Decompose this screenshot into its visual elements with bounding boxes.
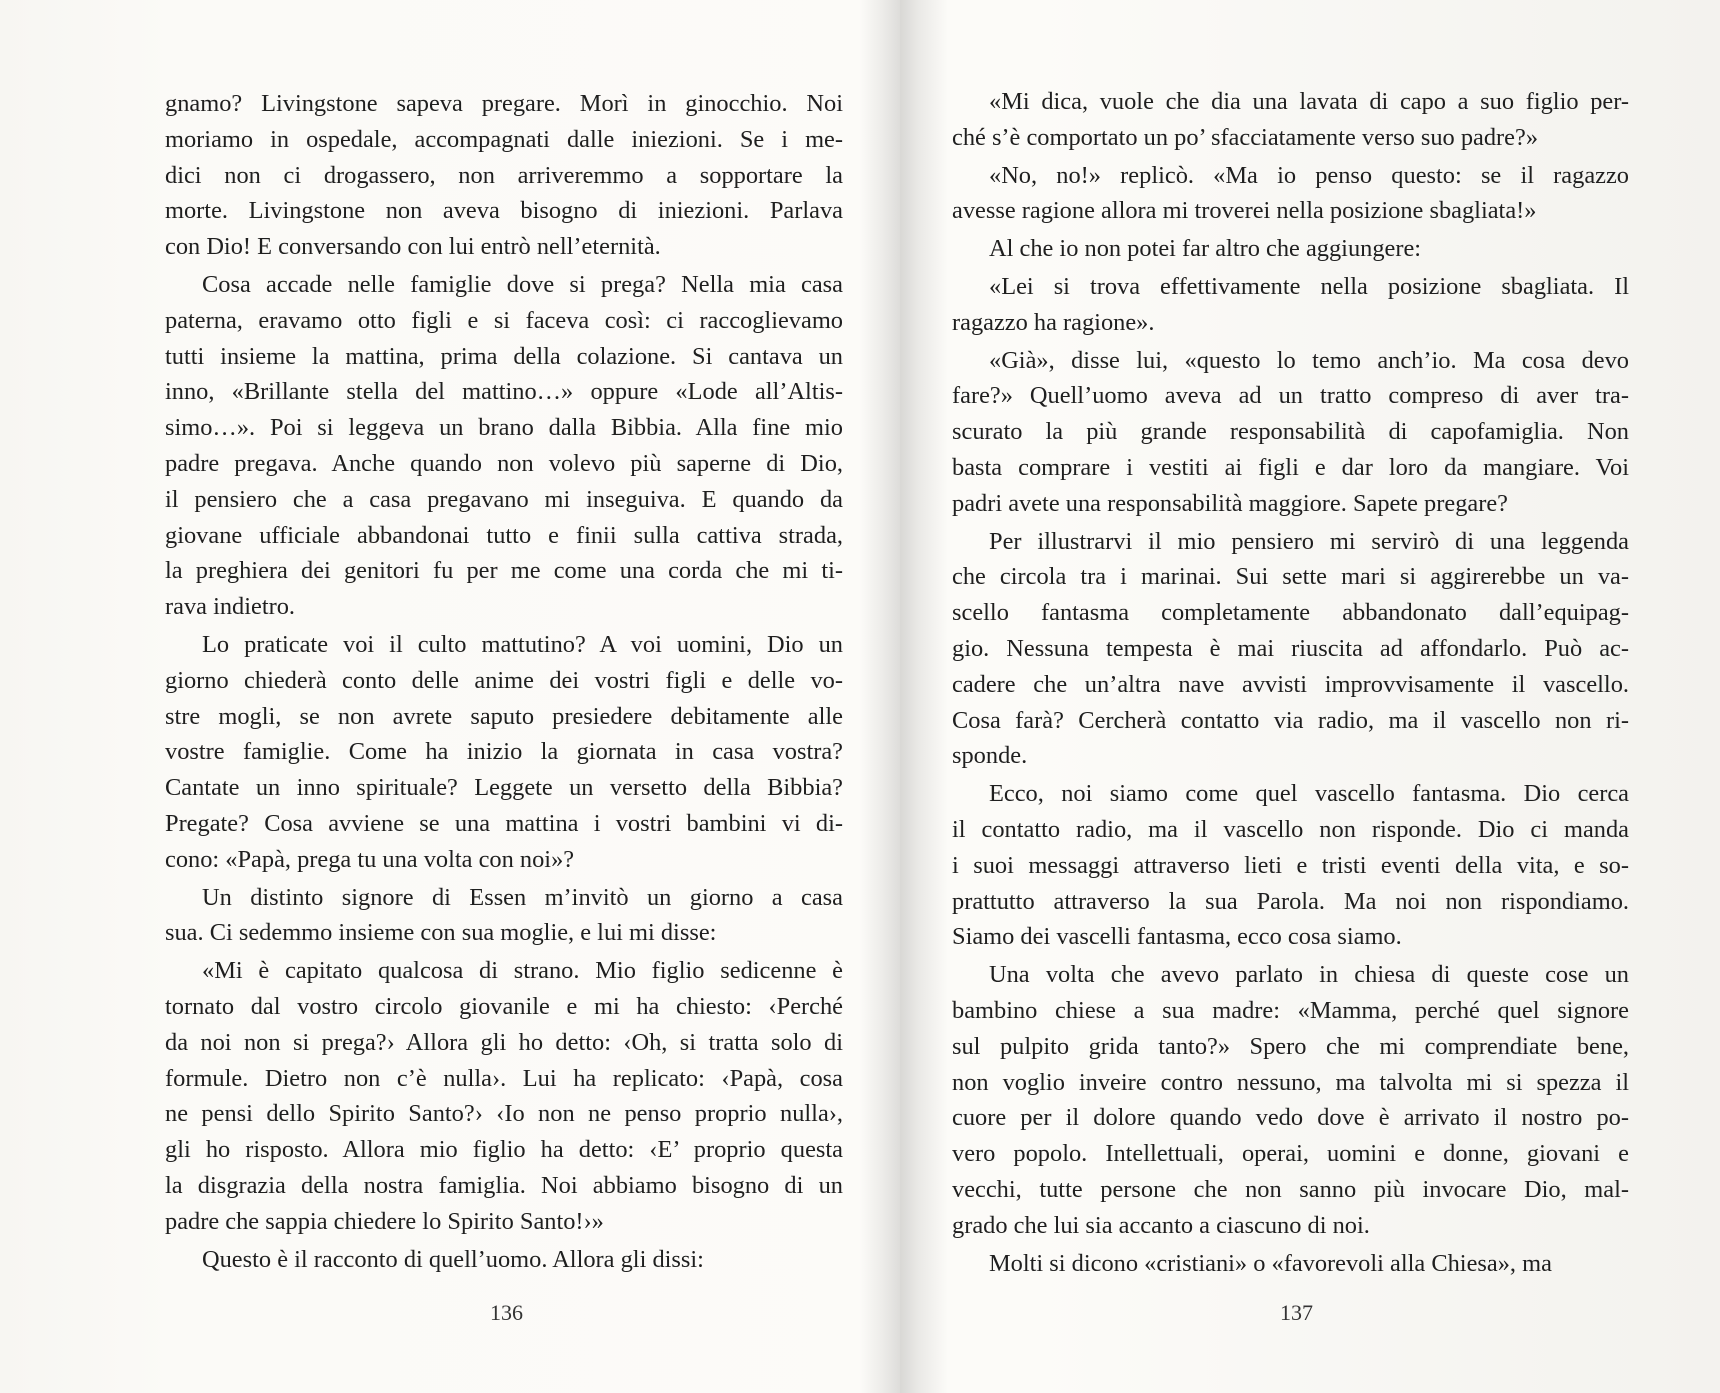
text-line: fare?» Quell’uomo aveva ad un tratto compreso di aver tra-: [952, 382, 1629, 410]
text-line: scello fantasma completamente abbandonato dall’equipag-: [952, 599, 1629, 627]
paragraph: [165, 267, 843, 625]
text-line: gio. Nessuna tempesta è mai riuscita ad affondarlo. Può ac-: [952, 634, 1629, 662]
text-line: padri avete una responsabilità maggiore. Sapete pregare?: [952, 489, 1508, 517]
text-line: padre che sappia chiedere lo Spirito Santo!›»: [165, 1207, 604, 1235]
paragraph: [952, 776, 1629, 955]
text-line: Lo praticate voi il culto mattutino? A voi uomini, Dio un: [202, 630, 843, 658]
text-line: che circola tra i marinai. Sui sette mari si aggirerebbe un va-: [952, 563, 1629, 591]
text-line: la preghiera dei genitori fu per me come una corda che mi ti-: [165, 557, 843, 585]
text-line: Cantate un inno spirituale? Leggete un versetto della Bibbia?: [165, 774, 843, 802]
paragraph: [952, 957, 1629, 1243]
left-page-number: 136: [490, 1300, 523, 1325]
text-line: Per illustrarvi il mio pensiero mi servirò di una leggenda: [989, 527, 1629, 555]
text-line: tutti insieme la mattina, prima della colazione. Si cantava un: [165, 342, 843, 370]
text-line: Un distinto signore di Essen m’invitò un giorno a casa: [202, 883, 843, 911]
text-line: il contatto radio, ma il vascello non risponde. Dio ci manda: [952, 815, 1629, 843]
text-line: inno, «Brillante stella del mattino…» oppure «Lode all’Altis-: [165, 378, 843, 406]
paragraph: [952, 158, 1629, 230]
text-line: morte. Livingstone non aveva bisogno di iniezioni. Parlava: [165, 197, 843, 225]
right-page-text: [952, 84, 1629, 1281]
text-line: cono: «Papà, prega tu una volta con noi»?: [165, 845, 575, 873]
text-line: paterna, eravamo otto figli e si faceva così: ci raccoglievamo: [165, 306, 843, 334]
text-line: cadere che un’altra nave avvisti improvvisamente il vascello.: [952, 670, 1629, 698]
text-line: Pregate? Cosa avviene se una mattina i vostri bambini vi di-: [165, 809, 843, 837]
text-line: Molti si dicono «cristiani» o «favorevoli alla Chiesa», ma: [989, 1249, 1552, 1277]
gutter-shadow: [900, 0, 948, 1393]
text-line: sul pulpito grida tanto?» Spero che mi comprendiate bene,: [952, 1032, 1629, 1060]
text-line: con Dio! E conversando con lui entrò nell’eternità.: [165, 233, 661, 261]
text-line: stre mogli, se non avrete saputo presiedere debitamente alle: [165, 702, 843, 730]
gutter-shadow: [860, 0, 900, 1393]
text-line: basta comprare i vestiti ai figli e dar loro da mangiare. Voi: [952, 453, 1629, 481]
text-line: Al che io non potei far altro che aggiungere:: [989, 235, 1422, 263]
paragraph: [952, 269, 1629, 341]
text-line: tornato dal vostro circolo giovanile e mi ha chiesto: ‹Perché: [165, 992, 843, 1020]
text-line: «Già», disse lui, «questo lo temo anch’io. Ma cosa devo: [989, 346, 1629, 374]
text-line: avesse ragione allora mi troverei nella posizione sbagliata!»: [952, 197, 1537, 225]
paragraph: [952, 1246, 1629, 1282]
paragraph: [952, 231, 1629, 267]
text-line: Cosa farà? Cercherà contatto via radio, ma il vascello non ri-: [952, 706, 1629, 734]
text-line: da noi non si prega?› Allora gli ho detto: ‹Oh, si tratta solo di: [165, 1028, 843, 1056]
text-line: i suoi messaggi attraverso lieti e tristi eventi della vita, e so-: [952, 851, 1629, 879]
text-line: la disgrazia della nostra famiglia. Noi abbiamo bisogno di un: [165, 1171, 843, 1199]
paragraph: [165, 86, 843, 265]
text-line: sua. Ci sedemmo insieme con sua moglie, e lui mi disse:: [165, 919, 717, 947]
left-page-text: [165, 86, 843, 1277]
text-line: formule. Dietro non c’è nulla›. Lui ha replicato: ‹Papà, cosa: [165, 1064, 843, 1092]
text-line: dici non ci drogassero, non arriveremmo a sopportare la: [165, 161, 843, 189]
right-page-number: 137: [1280, 1300, 1313, 1325]
paragraph: [165, 953, 843, 1239]
text-line: giovane ufficiale abbandonai tutto e finii sulla cattiva strada,: [165, 521, 843, 549]
text-line: Cosa accade nelle famiglie dove si prega? Nella mia casa: [202, 270, 843, 298]
text-line: «Lei si trova effettivamente nella posizione sbagliata. Il: [989, 272, 1629, 300]
text-line: moriamo in ospedale, accompagnati dalle iniezioni. Se i me-: [165, 125, 843, 153]
text-line: «Mi dica, vuole che dia una lavata di capo a suo figlio per-: [989, 88, 1629, 115]
paragraph: [952, 524, 1629, 775]
text-line: cuore per il dolore quando vedo dove è arrivato il nostro po-: [952, 1104, 1629, 1132]
text-line: vero popolo. Intellettuali, operai, uomini e donne, giovani e: [952, 1140, 1629, 1168]
text-line: non voglio inveire contro nessuno, ma talvolta mi si spezza il: [952, 1068, 1629, 1096]
paragraph: [952, 84, 1629, 156]
text-line: padre pregava. Anche quando non volevo più saperne di Dio,: [165, 449, 843, 477]
text-line: bambino chiese a sua madre: «Mamma, perché quel signore: [952, 996, 1629, 1024]
paragraph: [165, 627, 843, 878]
text-line: gli ho risposto. Allora mio figlio ha detto: ‹E’ proprio questa: [165, 1136, 843, 1164]
text-line: «No, no!» replicò. «Ma io penso questo: se il ragazzo: [989, 161, 1629, 189]
right-page: [900, 0, 1720, 1393]
text-line: simo…». Poi si leggeva un brano dalla Bibbia. Alla fine mio: [165, 414, 843, 442]
text-line: ché s’è comportato un po’ sfacciatamente verso suo padre?»: [952, 123, 1539, 151]
paragraph: [165, 880, 843, 952]
paragraph: [165, 1242, 843, 1278]
text-line: vostre famiglie. Come ha inizio la giornata in casa vostra?: [165, 738, 843, 766]
text-line: ragazzo ha ragione».: [952, 308, 1155, 336]
text-line: Ecco, noi siamo come quel vascello fantasma. Dio cerca: [989, 780, 1629, 808]
paragraph: [952, 343, 1629, 522]
text-line: ne pensi dello Spirito Santo?› ‹Io non ne penso proprio nulla›,: [165, 1100, 843, 1128]
text-line: sponde.: [952, 742, 1028, 770]
text-line: giorno chiederà conto delle anime dei vostri figli e delle vo-: [165, 666, 843, 694]
text-line: Questo è il racconto di quell’uomo. Allora gli dissi:: [202, 1245, 704, 1273]
text-line: vecchi, tutte persone che non sanno più invocare Dio, mal-: [952, 1175, 1629, 1203]
text-line: gnamo? Livingstone sapeva pregare. Morì in ginocchio. Noi: [165, 90, 843, 117]
text-line: prattutto attraverso la sua Parola. Ma noi non rispondiamo.: [952, 887, 1629, 915]
text-line: rava indietro.: [165, 593, 296, 621]
text-line: «Mi è capitato qualcosa di strano. Mio figlio sedicenne è: [202, 957, 843, 985]
text-line: scurato la più grande responsabilità di capofamiglia. Non: [952, 418, 1629, 446]
text-line: Siamo dei vascelli fantasma, ecco cosa siamo.: [952, 923, 1402, 951]
text-line: grado che lui sia accanto a ciascuno di noi.: [952, 1211, 1370, 1239]
text-line: Una volta che avevo parlato in chiesa di queste cose un: [989, 961, 1629, 989]
text-line: il pensiero che a casa pregavano mi inseguiva. E quando da: [165, 485, 843, 513]
